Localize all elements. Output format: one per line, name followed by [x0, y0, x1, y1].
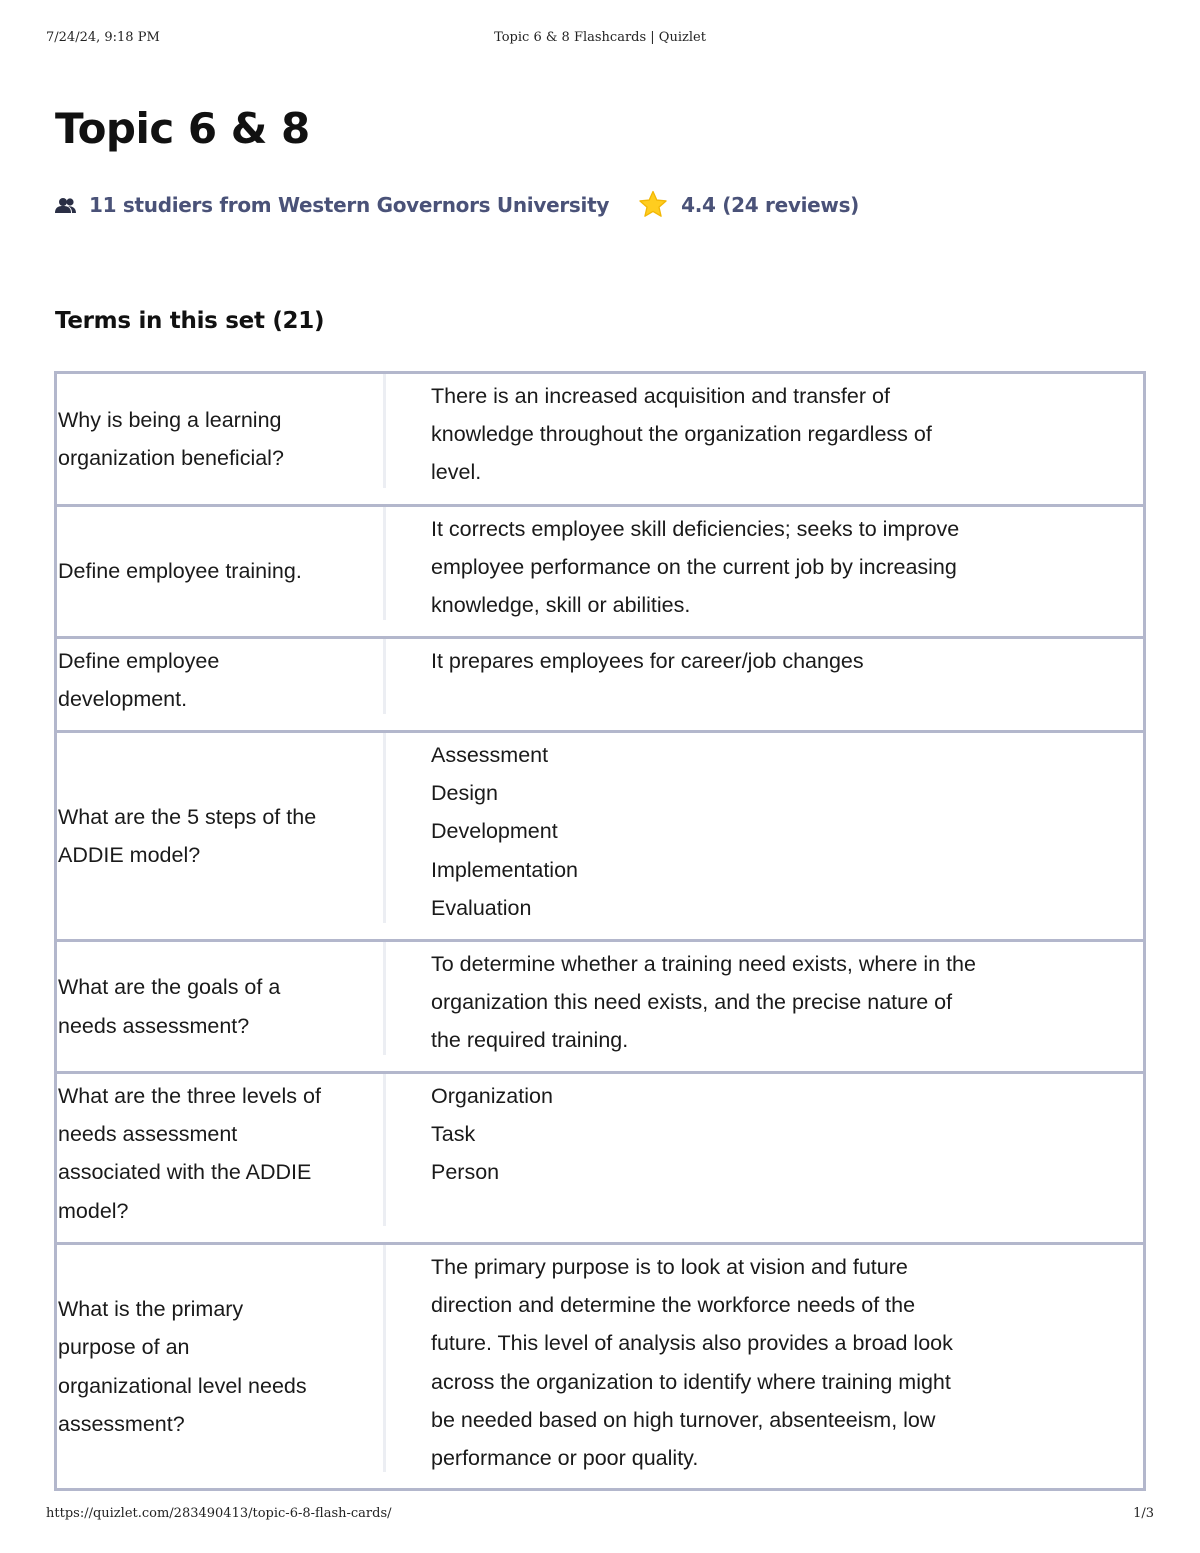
card-divider — [383, 507, 386, 620]
card-term-line: purpose of an — [58, 1335, 190, 1360]
users-icon — [55, 197, 77, 213]
flashcard — [57, 636, 1143, 730]
print-header — [46, 30, 1154, 45]
flashcard — [57, 1071, 1143, 1242]
card-definition-line: performance or poor quality. — [431, 1446, 699, 1471]
card-term-line: Define employee — [58, 649, 220, 673]
card-definition — [431, 510, 1071, 625]
card-term — [58, 639, 363, 730]
set-meta — [55, 190, 859, 220]
card-definition-line: To determine whether a training need exists, where in the — [431, 952, 976, 976]
card-term-line: What are the goals of a — [58, 975, 281, 1000]
card-definition-line: across the organization to identify where training might — [431, 1369, 951, 1394]
card-term-line: needs assessment? — [58, 1013, 250, 1038]
print-page-title: Topic 6 & 8 Flashcards | Quizlet — [494, 30, 706, 45]
terms-heading: Terms in this set (21) — [55, 308, 325, 334]
card-term — [58, 1245, 363, 1488]
card-term-line: organizational level needs — [58, 1373, 307, 1398]
card-term-line: What are the three levels of — [58, 1084, 321, 1108]
card-term — [58, 507, 363, 636]
flashcard — [57, 504, 1143, 636]
card-definition-line: Development — [431, 819, 558, 844]
card-definition-line: Person — [431, 1160, 500, 1185]
card-term — [58, 1074, 363, 1242]
card-term-line: associated with the ADDIE — [58, 1160, 312, 1185]
card-definition-line: future. This level of analysis also provides a broad look — [431, 1331, 953, 1356]
card-term-line: Define employee training. — [58, 559, 302, 584]
card-term-line: development. — [58, 687, 188, 712]
card-term-line: organization beneficial? — [58, 446, 284, 470]
card-term — [58, 942, 363, 1071]
card-definition-line: There is an increased acquisition and transfer of — [431, 384, 890, 408]
card-definition — [431, 642, 1071, 680]
card-term — [58, 733, 363, 939]
card-definition-line: Implementation — [431, 857, 578, 882]
card-definition — [431, 945, 1071, 1060]
flashcard — [57, 730, 1143, 939]
print-footer — [46, 1506, 1154, 1521]
card-definition-line: the required training. — [431, 1028, 629, 1053]
card-definition — [431, 1248, 1071, 1477]
card-list — [54, 371, 1146, 1491]
card-definition — [431, 377, 1071, 492]
card-definition-line: Organization — [431, 1084, 553, 1108]
card-definition-line: be needed based on high turnover, absenteeism, low — [431, 1407, 936, 1432]
rating-link[interactable]: 4.4 (24 reviews) — [681, 193, 860, 217]
print-datetime: 7/24/24, 9:18 PM — [46, 30, 160, 45]
card-definition-line: It prepares employees for career/job changes — [431, 649, 864, 673]
card-divider — [383, 1245, 386, 1472]
set-title: Topic 6 & 8 — [55, 104, 310, 153]
card-definition-line: organization this need exists, and the precise nature of — [431, 990, 953, 1015]
card-definition — [431, 1077, 1071, 1192]
card-divider — [383, 374, 386, 488]
print-url: https://quizlet.com/283490413/topic-6-8-flash-cards/ — [46, 1506, 392, 1521]
card-definition-line: knowledge throughout the organization regardless of — [431, 422, 932, 447]
star-icon — [637, 190, 669, 220]
card-definition-line: Design — [431, 781, 498, 806]
studiers-link[interactable]: 11 studiers from Western Governors University — [89, 193, 610, 217]
card-definition-line: level. — [431, 460, 482, 485]
card-definition-line: It corrects employee skill deficiencies; seeks to improve — [431, 517, 960, 541]
flashcard — [57, 371, 1143, 504]
print-page-number: 1/3 — [1133, 1506, 1154, 1521]
card-definition-line: employee performance on the current job by increasing — [431, 555, 957, 580]
card-term-line: assessment? — [58, 1411, 185, 1436]
card-definition-line: The primary purpose is to look at vision and future — [431, 1255, 908, 1279]
card-term-line: What is the primary — [58, 1297, 244, 1322]
card-definition-line: Evaluation — [431, 895, 532, 920]
card-definition-line: knowledge, skill or abilities. — [431, 593, 691, 618]
card-term-line: Why is being a learning — [58, 407, 282, 432]
card-definition-line: Assessment — [431, 743, 549, 767]
card-definition-line: Task — [431, 1122, 476, 1147]
card-divider — [383, 1074, 386, 1226]
card-divider — [383, 733, 386, 923]
card-definition-line: direction and determine the workforce needs of the — [431, 1293, 916, 1318]
card-term — [58, 374, 363, 504]
card-divider — [383, 639, 386, 714]
card-term-line: What are the 5 steps of the — [58, 804, 317, 829]
card-definition — [431, 736, 1071, 927]
card-term-line: ADDIE model? — [58, 843, 201, 867]
flashcard — [57, 939, 1143, 1071]
flashcard — [57, 1242, 1143, 1491]
card-divider — [383, 942, 386, 1055]
card-term-line: needs assessment — [58, 1122, 238, 1147]
card-term-line: model? — [58, 1198, 129, 1223]
